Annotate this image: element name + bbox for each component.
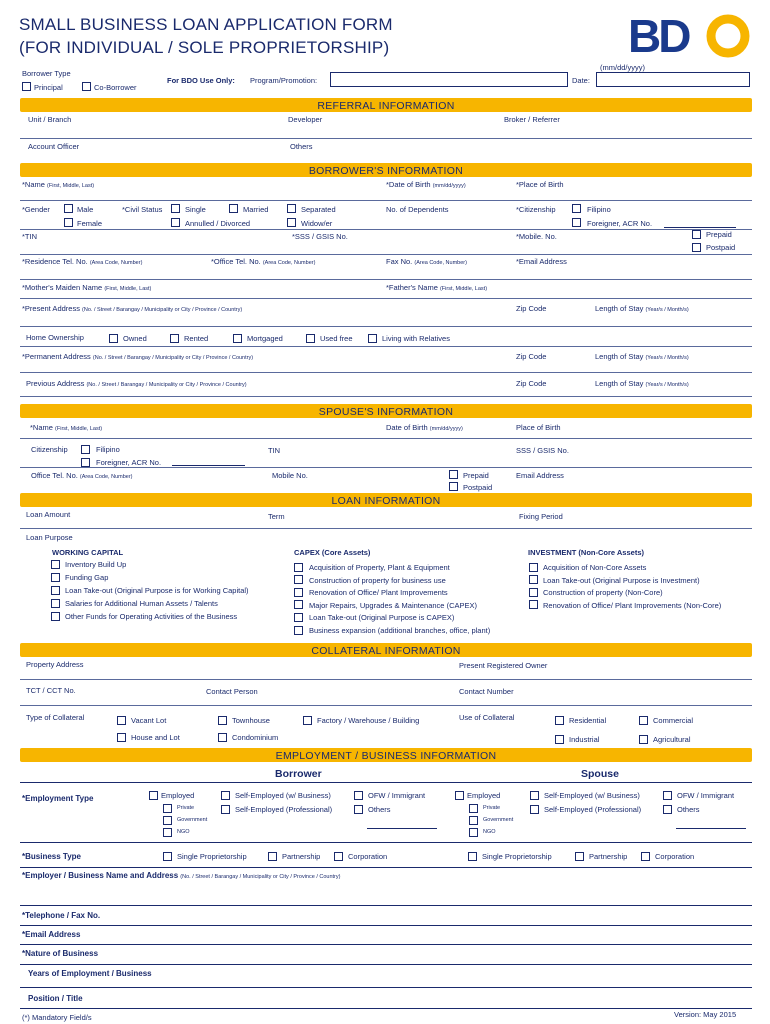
house-lot-checkbox[interactable] [117,733,126,742]
wc-checkbox[interactable] [51,586,60,595]
spouse-office-tel-label: Office Tel. No. (Area Code, Number) [31,471,133,480]
divider [20,944,752,945]
self-professional-label: Self-Employed (Professional) [235,805,333,814]
commercial-checkbox[interactable] [639,716,648,725]
factory-label: Factory / Warehouse / Building [317,716,420,725]
mother-name-label: *Mother's Maiden Name (First, Middle, Last) [22,283,152,292]
inv-option: Construction of property (Non-Core) [543,588,663,597]
mandatory-note: (*) Mandatory Field/s [22,1013,92,1022]
account-officer-label: Account Officer [28,142,80,151]
principal-label: Principal [34,83,63,92]
bdo-use-label: For BDO Use Only: [167,76,235,85]
svg-text:BD: BD [628,12,689,58]
postpaid-checkbox[interactable] [692,243,701,252]
divider [20,705,752,706]
form-title-line2: (FOR INDIVIDUAL / SOLE PROPRIETORSHIP) [19,38,390,57]
pob-label: *Place of Birth [516,180,564,189]
residence-tel-label: *Residence Tel. No. (Area Code, Number) [22,257,143,266]
co-borrower-checkbox[interactable] [82,82,91,91]
divider [20,346,752,347]
vacant-lot-checkbox[interactable] [117,716,126,725]
employed-label: Employed [467,791,501,800]
filipino-checkbox[interactable] [572,204,581,213]
divider [20,372,752,373]
ofw-label: OFW / Immigrant [368,791,426,800]
sole-label: Single Proprietorship [177,852,247,861]
capex-option: Renovation of Office/ Plant Improvements [309,588,448,597]
employment-email-label: *Email Address [22,930,81,939]
owned-checkbox[interactable] [109,334,118,343]
capex-option: Construction of property for business use [309,576,446,585]
separated-label: Separated [301,205,336,214]
divider [20,925,752,926]
dob-label: *Date of Birth (mm/dd/yyyy) [386,180,466,189]
office-tel-label: *Office Tel. No. (Area Code, Number) [211,257,316,266]
zip-code-label: Zip Code [516,352,547,361]
living-relatives-checkbox[interactable] [368,334,377,343]
wc-option: Funding Gap [65,573,109,582]
rented-label: Rented [184,334,209,343]
acr-number-line[interactable] [664,227,736,228]
industrial-label: Industrial [569,735,600,744]
capex-checkbox[interactable] [294,563,303,572]
postpaid-label: Postpaid [706,243,736,252]
length-of-stay-label: Length of Stay (Year/s / Month/s) [595,304,689,313]
capex-option: Business expansion (additional branches, office, plant) [309,626,491,635]
capex-checkbox[interactable] [294,575,303,584]
collateral-type-label: Type of Collateral [26,713,85,722]
wc-option: Loan Take-out (Original Purpose is for Working Capital) [65,586,249,595]
loan-amount-label: Loan Amount [26,510,71,519]
broker-label: Broker / Referrer [504,115,560,124]
divider [20,964,752,965]
prepaid-label: Prepaid [706,230,732,239]
townhouse-checkbox[interactable] [218,716,227,725]
female-checkbox[interactable] [64,218,73,227]
registered-owner-label: Present Registered Owner [459,661,548,670]
tct-label: TCT / CCT No. [26,686,76,695]
employment-header-bar [20,748,752,762]
program-label: Program/Promotion: [250,76,318,85]
spouse-ofw-checkbox[interactable] [663,791,672,800]
borrower-employed-checkbox[interactable] [149,791,158,800]
wc-checkbox[interactable] [51,573,60,582]
used-free-label: Used free [320,334,353,343]
length-of-stay-label: Length of Stay (Year/s / Month/s) [595,352,689,361]
borrower-type-label: Borrower Type [22,69,71,78]
borrower-subheader: Borrower [275,768,322,780]
inv-option: Loan Take-out (Original Purpose is Investment) [543,576,700,585]
date-format-hint: (mm/dd/yyyy) [600,63,645,72]
employed-label: Employed [161,791,195,800]
owned-label: Owned [123,334,147,343]
borrower-others-checkbox[interactable] [354,805,363,814]
spouse-foreigner-checkbox[interactable] [81,458,90,467]
divider [20,782,752,783]
capex-checkbox[interactable] [294,600,303,609]
capex-checkbox[interactable] [294,626,303,635]
borrower-corporation-checkbox[interactable] [334,852,343,861]
contact-person-label: Contact Person [206,687,258,696]
spouse-postpaid-label: Postpaid [463,483,493,492]
corporation-label: Corporation [655,852,695,861]
citizenship-label: *Citizenship [516,205,556,214]
spouse-filipino-label: Filipino [96,445,120,454]
employment-type-label: *Employment Type [22,794,94,803]
divider [20,298,752,299]
divider [20,200,752,201]
fax-label: Fax No. (Area Code, Number) [386,257,467,266]
others-label: Others [290,142,313,151]
loan-header-bar [20,493,752,507]
referral-header: REFERRAL INFORMATION [317,100,455,112]
dependents-label: No. of Dependents [386,205,449,214]
spouse-sole-checkbox[interactable] [468,852,477,861]
borrower-ofw-checkbox[interactable] [354,791,363,800]
previous-address-label: Previous Address (No. / Street / Barangay / Municipality or City / Province / Country) [26,379,247,388]
employment-header: EMPLOYMENT / BUSINESS INFORMATION [275,750,497,762]
private-label: Private [483,805,501,811]
name-label: *Name (First, Middle, Last) [22,180,95,189]
borrower-private-checkbox[interactable] [163,804,172,813]
used-free-checkbox[interactable] [306,334,315,343]
divider [20,138,752,139]
spouse-others-line[interactable] [676,828,746,829]
house-lot-label: House and Lot [131,733,180,742]
residential-checkbox[interactable] [555,716,564,725]
spouse-others-checkbox[interactable] [663,805,672,814]
borrower-header-bar [20,163,752,177]
single-label: Single [185,205,206,214]
sole-label: Single Proprietorship [482,852,552,861]
gender-label: *Gender [22,205,50,214]
spouse-self-professional-checkbox[interactable] [530,805,539,814]
condominium-label: Condominium [232,733,279,742]
spouse-tin-label: TIN [268,446,281,455]
spouse-private-checkbox[interactable] [469,804,478,813]
inv-checkbox[interactable] [529,575,538,584]
others-label: Others [368,805,391,814]
inv-checkbox[interactable] [529,588,538,597]
private-label: Private [177,805,195,811]
corporation-label: Corporation [348,852,388,861]
loan-header: LOAN INFORMATION [331,495,441,507]
capex-title: CAPEX (Core Assets) [294,548,371,557]
divider [20,396,752,397]
spouse-employed-checkbox[interactable] [455,791,464,800]
spouse-mobile-label: Mobile No. [272,471,308,480]
loan-purpose-label: Loan Purpose [26,533,73,542]
spouse-prepaid-checkbox[interactable] [449,470,458,479]
capex-checkbox[interactable] [294,613,303,622]
female-label: Female [77,219,103,228]
residential-label: Residential [569,716,607,725]
government-label: Government [177,817,208,823]
spouse-postpaid-checkbox[interactable] [449,482,458,491]
prepaid-checkbox[interactable] [692,230,701,239]
developer-label: Developer [288,115,323,124]
co-borrower-label: Co-Borrower [94,83,137,92]
townhouse-label: Townhouse [232,716,270,725]
divider [20,229,752,230]
wc-option: Other Funds for Operating Activities of the Business [65,612,238,621]
others-label: Others [677,805,700,814]
spouse-pob-label: Place of Birth [516,423,561,432]
spouse-dob-label: Date of Birth (mm/dd/yyyy) [386,423,463,432]
divider [20,867,752,868]
home-ownership-label: Home Ownership [26,333,84,342]
spouse-email-label: Email Address [516,471,564,480]
widow-label: Widow/er [301,219,333,228]
spouse-corporation-checkbox[interactable] [641,852,650,861]
nature-of-business-label: *Nature of Business [22,949,99,958]
version-label: Version: May 2015 [674,1010,737,1019]
annulled-label: Annulled / Divorced [185,219,251,228]
referral-header-bar [20,98,752,112]
contact-number-label: Contact Number [459,687,514,696]
capex-option: Loan Take-out (Original Purpose is CAPEX) [309,613,455,622]
zip-code-label: Zip Code [516,379,547,388]
spouse-prepaid-label: Prepaid [463,471,489,480]
wc-checkbox[interactable] [51,560,60,569]
agricultural-label: Agricultural [653,735,691,744]
divider [20,438,752,439]
factory-checkbox[interactable] [303,716,312,725]
mortgaged-checkbox[interactable] [233,334,242,343]
use-of-collateral-label: Use of Collateral [459,713,515,722]
position-title-label: Position / Title [28,994,83,1003]
borrower-sole-checkbox[interactable] [163,852,172,861]
spouse-acr-line[interactable] [172,465,245,466]
wc-checkbox[interactable] [51,612,60,621]
divider [20,987,752,988]
fixing-period-label: Fixing Period [519,512,563,521]
separated-checkbox[interactable] [287,204,296,213]
condominium-checkbox[interactable] [218,733,227,742]
divider [20,1008,752,1009]
partnership-label: Partnership [589,852,628,861]
borrower-self-business-checkbox[interactable] [221,791,230,800]
term-label: Term [268,512,285,521]
annulled-checkbox[interactable] [171,218,180,227]
civil-status-label: *Civil Status [122,205,163,214]
investment-title: INVESTMENT (Non-Core Assets) [528,548,644,557]
spouse-sss-label: SSS / GSIS No. [516,446,569,455]
borrower-header: BORROWER'S INFORMATION [308,165,464,177]
foreigner-checkbox[interactable] [572,218,581,227]
rented-checkbox[interactable] [170,334,179,343]
capex-option: Acquisition of Property, Plant & Equipment [309,563,450,572]
collateral-header: COLLATERAL INFORMATION [311,645,461,657]
divider [20,326,752,327]
borrower-others-line[interactable] [367,828,437,829]
spouse-government-checkbox[interactable] [469,816,478,825]
wc-checkbox[interactable] [51,599,60,608]
inv-option: Acquisition of Non-Core Assets [543,563,647,572]
government-label: Government [483,817,514,823]
date-field[interactable] [596,72,750,87]
bdo-logo-graphic [628,12,750,58]
form-title-line1: SMALL BUSINESS LOAN APPLICATION FORM [19,15,393,34]
email-label: *Email Address [516,257,567,266]
borrower-ngo-checkbox[interactable] [163,828,172,837]
father-name-label: *Father's Name (First, Middle, Last) [386,283,488,292]
capex-option: Major Repairs, Upgrades & Maintenance (CAPEX) [309,601,477,610]
date-label: Date: [572,76,590,85]
wc-option: Inventory Build Up [65,560,127,569]
divider [20,905,752,906]
unit-branch-label: Unit / Branch [28,115,72,124]
ngo-label: NGO [483,829,496,835]
divider [20,279,752,280]
vacant-lot-label: Vacant Lot [131,716,167,725]
business-type-label: *Business Type [22,852,81,861]
male-label: Male [77,205,94,214]
permanent-address-label: *Permanent Address (No. / Street / Barangay / Municipality or City / Province / Country) [22,352,254,361]
married-checkbox[interactable] [229,204,238,213]
industrial-checkbox[interactable] [555,735,564,744]
foreigner-label: Foreigner, ACR No. [587,219,653,228]
mortgaged-label: Mortgaged [247,334,283,343]
program-field[interactable] [330,72,568,87]
spouse-header: SPOUSE'S INFORMATION [318,406,454,418]
ngo-label: NGO [177,829,190,835]
divider [20,528,752,529]
telephone-label: *Telephone / Fax No. [22,911,101,920]
spouse-subheader: Spouse [581,768,619,780]
commercial-label: Commercial [653,716,694,725]
wc-option: Salaries for Additional Human Assets / Talents [65,599,218,608]
partnership-label: Partnership [282,852,321,861]
spouse-name-label: *Name (First, Middle, Last) [30,423,103,432]
years-employment-label: Years of Employment / Business [28,969,152,978]
principal-checkbox[interactable] [22,82,31,91]
property-address-label: Property Address [26,660,84,669]
spouse-foreigner-label: Foreigner, ACR No. [96,458,162,467]
filipino-label: Filipino [587,205,611,214]
spouse-header-bar [20,404,752,418]
widow-checkbox[interactable] [287,218,296,227]
collateral-header-bar [20,643,752,657]
borrower-partnership-checkbox[interactable] [268,852,277,861]
married-label: Married [243,205,269,214]
self-business-label: Self-Employed (w/ Business) [235,791,331,800]
tin-label: *TIN [22,232,37,241]
borrower-self-professional-checkbox[interactable] [221,805,230,814]
divider [20,254,752,255]
agricultural-checkbox[interactable] [639,735,648,744]
employer-label: *Employer / Business Name and Address (No. / Street / Barangay / Municipality or City / Province / Country) [22,871,341,880]
inv-checkbox[interactable] [529,563,538,572]
spouse-citizenship-label: Citizenship [31,445,68,454]
male-checkbox[interactable] [64,204,73,213]
working-capital-title: WORKING CAPITAL [52,548,124,557]
borrower-government-checkbox[interactable] [163,816,172,825]
bdo-logo [628,12,750,58]
inv-checkbox[interactable] [529,600,538,609]
present-address-label: *Present Address (No. / Street / Barangay / Municipality or City / Province / Country) [22,304,243,313]
single-checkbox[interactable] [171,204,180,213]
self-business-label: Self-Employed (w/ Business) [544,791,640,800]
divider [20,679,752,680]
ofw-label: OFW / Immigrant [677,791,735,800]
mobile-label: *Mobile. No. [516,232,557,241]
living-relatives-label: Living with Relatives [382,334,450,343]
spouse-filipino-checkbox[interactable] [81,445,90,454]
capex-checkbox[interactable] [294,588,303,597]
spouse-partnership-checkbox[interactable] [575,852,584,861]
divider [20,467,752,468]
length-of-stay-label: Length of Stay (Year/s / Month/s) [595,379,689,388]
spouse-ngo-checkbox[interactable] [469,828,478,837]
self-professional-label: Self-Employed (Professional) [544,805,642,814]
sss-label: *SSS / GSIS No. [292,232,348,241]
zip-code-label: Zip Code [516,304,547,313]
divider [20,842,752,843]
inv-option: Renovation of Office/ Plant Improvements (Non-Core) [543,601,722,610]
spouse-self-business-checkbox[interactable] [530,791,539,800]
